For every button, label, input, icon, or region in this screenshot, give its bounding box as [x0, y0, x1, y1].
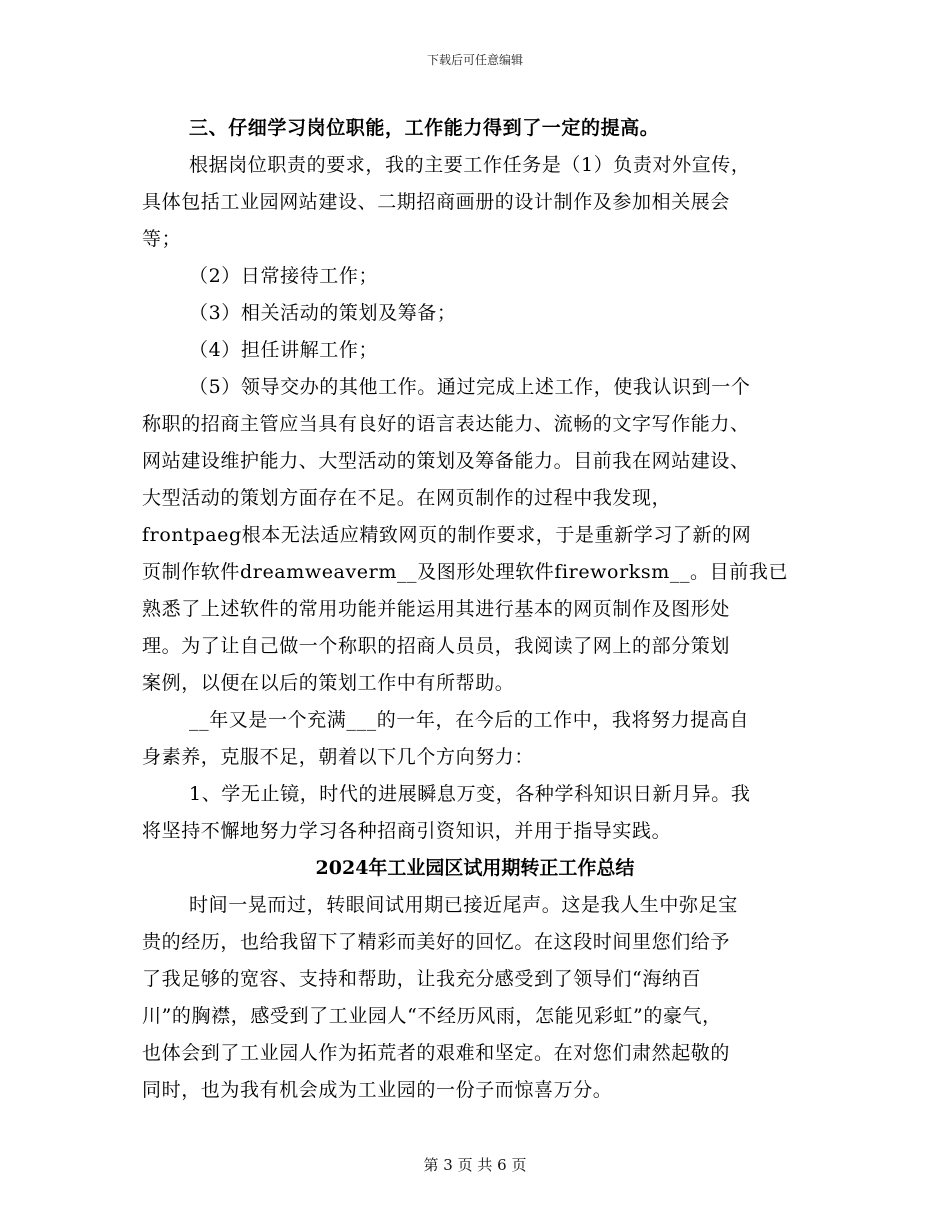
paragraph-line: 了我足够的宽容、支持和帮助，让我充分感受到了领导们“海纳百: [142, 968, 702, 990]
paragraph-line: 网站建设维护能力、大型活动的策划及筹备能力。目前我在网站建设、: [142, 450, 750, 472]
paragraph-line: 贵的经历，也给我留下了精彩而美好的回忆。在这段时间里您们给予: [142, 931, 731, 953]
paragraph-line: 1、学无止镜，时代的进展瞬息万变，各种学科知识日新月异。我: [189, 783, 751, 805]
list-item: （5）领导交办的其他工作。通过完成上述工作，使我认识到一个: [189, 376, 751, 398]
paragraph-line: 同时，也为我有机会成为工业园的一份子而惊喜万分。: [142, 1079, 613, 1101]
document-title: 2024年工业园区试用期转正工作总结: [315, 857, 635, 879]
paragraph-line: 等；: [142, 228, 182, 250]
paragraph-line: 根据岗位职责的要求，我的主要工作任务是（1）负责对外宣传，: [189, 154, 751, 176]
paragraph-line: 案例，以便在以后的策划工作中有所帮助。: [142, 672, 515, 694]
paragraph-line: frontpaeg根本无法适应精致网页的制作要求，于是重新学习了新的网: [142, 524, 752, 546]
paragraph-line: 也体会到了工业园人作为拓荒者的艰难和坚定。在对您们肃然起敬的: [142, 1042, 731, 1064]
paragraph-line: 理。为了让自己做一个称职的招商人员员，我阅读了网上的部分策划: [142, 635, 731, 657]
page-header: 下载后可任意编辑: [426, 53, 523, 67]
list-item: （3）相关活动的策划及筹备；: [189, 302, 457, 324]
document-body: [142, 110, 808, 1109]
paragraph-line: __年又是一个充满___的一年，在今后的工作中，我将努力提高自: [189, 709, 750, 731]
paragraph-line: 将坚持不懈地努力学习各种招商引资知识，并用于指导实践。: [142, 820, 672, 842]
paragraph-line: 大型活动的策划方面存在不足。在网页制作的过程中我发现，: [142, 487, 672, 509]
paragraph-line: 页制作软件dreamweaverm__及图形处理软件fireworksm__。目前我已: [142, 561, 789, 583]
paragraph-line: 称职的招商主管应当具有良好的语言表达能力、流畅的文字写作能力、: [142, 413, 750, 435]
page-footer: 第 3 页 共 6 页: [423, 1156, 527, 1174]
paragraph-line: 熟悉了上述软件的常用功能并能运用其进行基本的网页制作及图形处: [142, 598, 731, 620]
paragraph-line: 具体包括工业园网站建设、二期招商画册的设计制作及参加相关展会: [142, 191, 731, 213]
list-item: （2）日常接待工作；: [189, 265, 379, 287]
section-heading: 三、仔细学习岗位职能，工作能力得到了一定的提高。: [189, 117, 660, 139]
paragraph-line: 川”的胸襟，感受到了工业园人“不经历风雨，怎能见彩虹”的豪气，: [142, 1005, 722, 1027]
paragraph-line: 时间一晃而过，转眼间试用期已接近尾声。这是我人生中弥足宝: [189, 894, 738, 916]
list-item: （4）担任讲解工作；: [189, 339, 379, 361]
paragraph-line: 身素养，克服不足，朝着以下几个方向努力：: [142, 746, 535, 768]
